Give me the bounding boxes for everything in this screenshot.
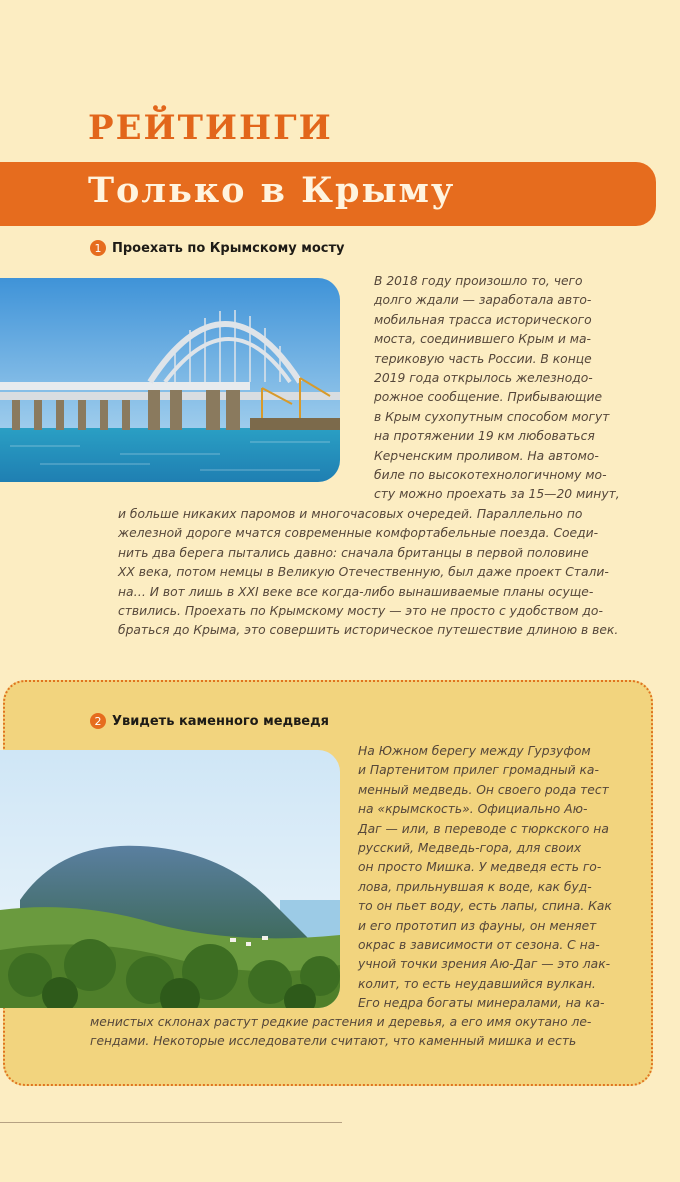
text-line: в Крым сухопутным способом могут: [374, 409, 610, 424]
text-line: биле по высокотехнологичному мо-: [374, 467, 607, 482]
item-2-heading: [90, 713, 329, 729]
item-1-title: Проехать по Крымскому мосту: [112, 240, 345, 256]
footer-divider: [0, 1122, 342, 1123]
text-line: На Южном берегу между Гурзуфом: [358, 744, 591, 758]
text-line: и его прототип из фауны, он меняет: [358, 918, 597, 933]
text-line: на протяжении 19 км любоваться: [374, 429, 595, 444]
text-line: гендами. Некоторые исследователи считают, что каменный мишка и есть: [90, 1034, 577, 1049]
item-1-text-right: [374, 272, 620, 505]
section-label: РЕЙТИНГИ: [88, 108, 333, 148]
item-1-text-full: [118, 505, 618, 641]
text-line: териковую часть России. В конце: [374, 351, 592, 366]
text-line: он просто Мишка. У медведя есть го-: [358, 860, 602, 875]
text-line: на «крымскость». Официально Аю-: [358, 802, 588, 817]
text-line: XX века, потом немцы в Великую Отечественную, был даже проект Стали-: [118, 565, 609, 580]
text-line: менистых склонах растут редкие растения и деревья, а его имя окутано ле-: [90, 1015, 592, 1029]
item-2-number: 2: [90, 713, 106, 729]
item-2-text-full: [90, 1013, 591, 1052]
text-line: Керченским проливом. На автомо-: [374, 448, 599, 463]
text-line: колит, то есть неудавшийся вулкан.: [358, 976, 596, 991]
text-line: учной точки зрения Аю-Даг — это лак-: [358, 957, 611, 972]
text-line: и Партенитом прилег громадный ка-: [358, 763, 599, 778]
item-2-text-right: [358, 742, 612, 1013]
item-2-title: Увидеть каменного медведя: [112, 713, 329, 729]
text-line: рожное сообщение. Прибывающие: [374, 390, 603, 405]
text-line: менный медведь. Он своего рода тест: [358, 782, 609, 797]
item-1-heading: [90, 240, 344, 256]
text-line: на… И вот лишь в XXI веке все когда-либо вынашиваемые планы осуще-: [118, 584, 594, 599]
text-line: железной дороге мчатся современные комфортабельные поезда. Соеди-: [118, 526, 599, 541]
text-line: браться до Крыма, это совершить историческое путешествие длиною в век.: [118, 623, 619, 638]
bear-mountain-photo: [0, 750, 340, 1008]
text-line: моста, соединившего Крым и ма-: [374, 332, 591, 347]
text-line: мобильная трасса исторического: [374, 312, 592, 327]
text-line: 2019 года открылось железнодо-: [374, 370, 593, 385]
page-title: Только в Крыму: [88, 170, 456, 211]
text-line: и больше никаких паромов и многочасовых очередей. Параллельно по: [118, 507, 583, 521]
text-line: то он пьет воду, есть лапы, спина. Как: [358, 899, 612, 914]
text-line: Даг — или, в переводе с тюркского на: [358, 821, 609, 836]
text-line: ствились. Проехать по Крымскому мосту — это не просто с удобством до-: [118, 603, 603, 618]
text-line: Его недра богаты минералами, на ка-: [358, 996, 605, 1011]
text-line: русский, Медведь-гора, для своих: [358, 840, 582, 855]
text-line: долго ждали — заработала авто-: [374, 293, 592, 308]
text-line: окрас в зависимости от сезона. С на-: [358, 937, 600, 952]
text-line: сту можно проехать за 15—20 минут,: [374, 487, 620, 502]
item-1-number: 1: [90, 240, 106, 256]
crimean-bridge-photo: [0, 278, 340, 482]
text-line: лова, прильнувшая к воде, как буд-: [358, 879, 592, 894]
text-line: нить два берега пытались давно: сначала британцы в первой половине: [118, 545, 589, 560]
title-banner: [0, 162, 656, 226]
text-line: В 2018 году произошло то, чего: [374, 274, 583, 288]
